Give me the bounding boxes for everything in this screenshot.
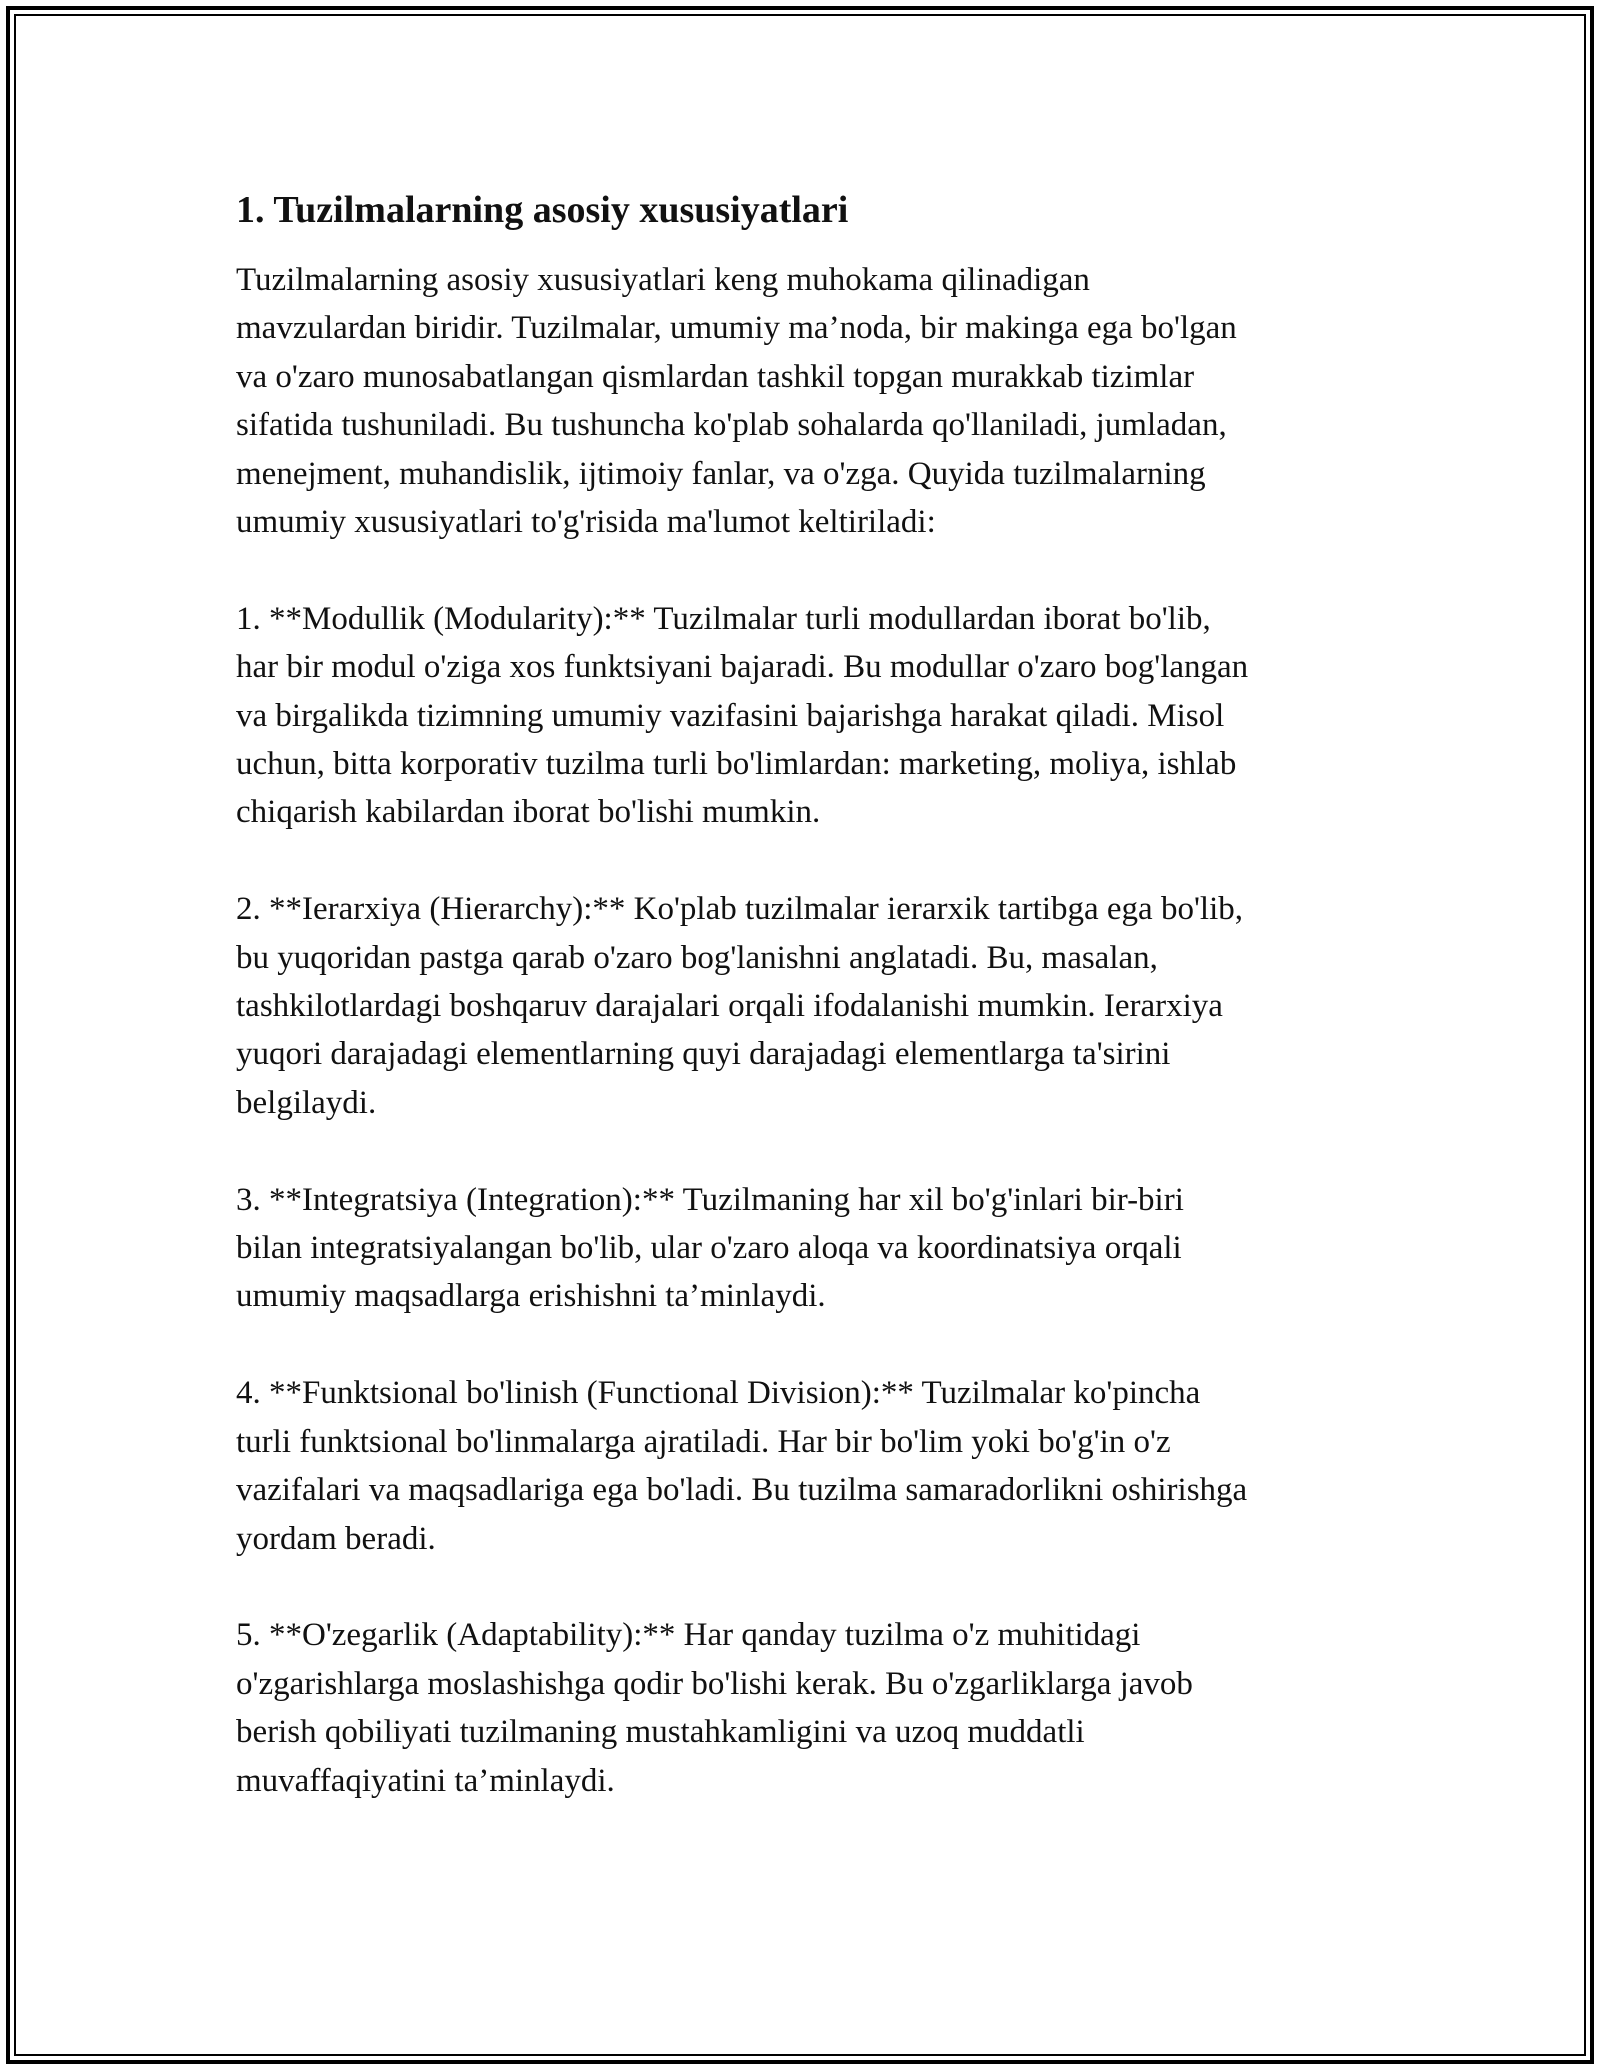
paragraph-modularity: 1. **Modullik (Modularity):** Tuzilmalar turli modullardan iborat bo'lib, har bir modul o'ziga xos funktsiyani bajaradi. Bu modullar o'zaro bog'langan va birgalikda tizimning umumiy vazifasini bajarishga harakat qiladi. Misol uchun, bitta korporativ tuzilma turli bo'limlardan: marketing, moliya, ishlab chiqarish kabilardan iborat bo'lishi mumkin. [236, 600, 1249, 831]
paragraph-hierarchy: 2. **Ierarxiya (Hierarchy):** Ko'plab tuzilmalar ierarxik tartibga ega bo'lib, bu yuqoridan pastga qarab o'zaro bog'lanishni anglatadi. Bu, masalan, tashkilotlardagi boshqaruv darajalari orqali ifodalanishi mumkin. Ierarxiya yuqori darajadagi elementlarning quyi darajadagi elementlarga ta'sirini belgilaydi. [236, 891, 1243, 1121]
section-heading: 1. Tuzilmalarning asosiy xususiyatlari [236, 189, 849, 231]
intro-paragraph: Tuzilmalarning asosiy xususiyatlari keng muhokama qilinadigan mavzulardan biridir. Tuzilmalar, umumiy ma’noda, bir makinga ega bo'lgan va o'zaro munosabatlangan qismlardan tashkil topgan murakkab tizimlar sifatida tushuniladi. Bu tushuncha ko'plab sohalarda qo'llaniladi, jumladan, menejment, muhandislik, ijtimoiy fanlar, va o'zga. Quyida tuzilmalarning umumiy xususiyatlari to'g'risida ma'lumot keltiriladi: [236, 262, 1237, 541]
paragraph-adaptability: 5. **O'zegarlik (Adaptability):** Har qanday tuzilma o'z muhitidagi o'zgarishlarga moslashishga qodir bo'lishi kerak. Bu o'zgarliklarga javob berish qobiliyati tuzilmaning mustahkamligini va uzoq muddatli muvaffaqiyatini ta’minlaydi. [236, 1617, 1193, 1799]
paragraph-integration: 3. **Integratsiya (Integration):** Tuzilmaning har xil bo'g'inlari bir-biri bilan integratsiyalangan bo'lib, ular o'zaro aloqa va koordinatsiya orqali umumiy maqsadlarga erishishni ta’minlaydi. [236, 1181, 1184, 1315]
paragraph-functional-division: 4. **Funktsional bo'linish (Functional Division):** Tuzilmalar ko'pincha turli funktsional bo'linmalarga ajratiladi. Har bir bo'lim yoki bo'g'in o'z vazifalari va maqsadlariga ega bo'ladi. Bu tuzilma samaradorlikni oshirishga yordam beradi. [236, 1375, 1248, 1557]
document-body [236, 186, 1366, 1853]
